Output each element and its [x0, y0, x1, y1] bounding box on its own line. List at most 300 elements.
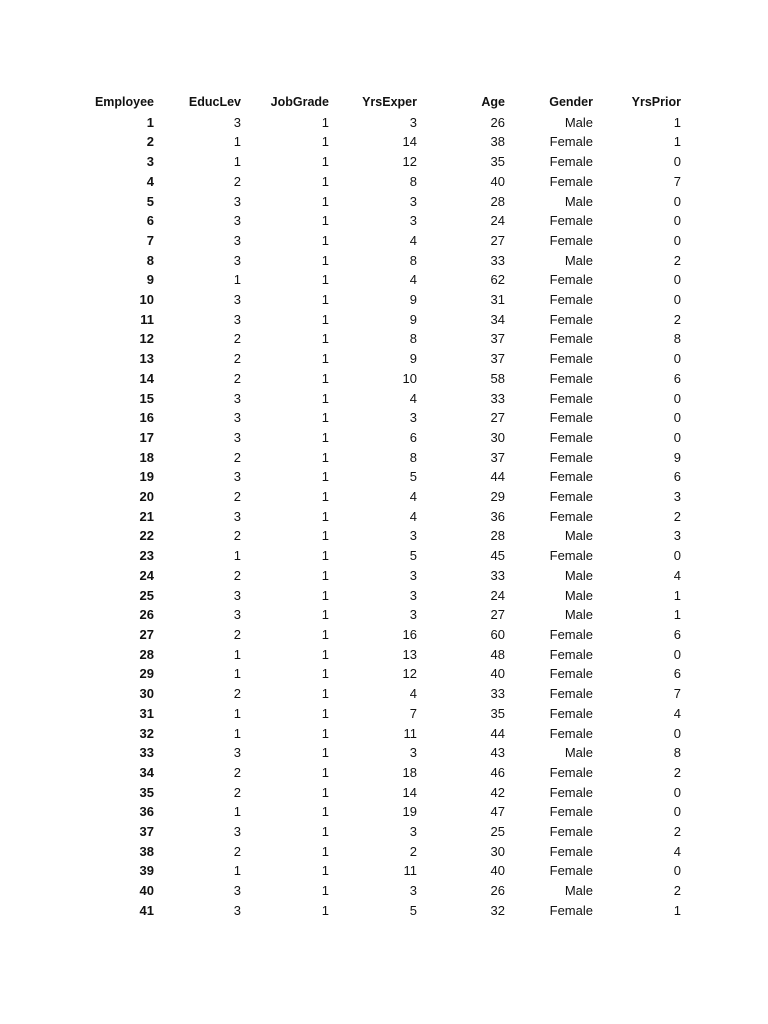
cell-educlev: 3	[233, 902, 241, 918]
cell-jobgrade: 1	[321, 902, 329, 918]
cell-employee: 26	[139, 607, 154, 623]
cell-educlev: 2	[233, 843, 241, 859]
table-row	[88, 467, 683, 487]
cell-yrsprior: 0	[673, 272, 681, 288]
cell-gender: Female	[549, 469, 593, 485]
cell-employee: 8	[146, 252, 154, 268]
cell-yrsexper: 12	[402, 154, 417, 170]
cell-yrsprior: 3	[673, 489, 681, 505]
cell-gender: Male	[564, 587, 593, 603]
cell-jobgrade: 1	[321, 843, 329, 859]
cell-age: 60	[490, 626, 505, 642]
cell-gender: Female	[549, 548, 593, 564]
cell-gender: Male	[564, 745, 593, 761]
cell-yrsprior: 2	[673, 883, 681, 899]
cell-yrsprior: 2	[673, 508, 681, 524]
cell-age: 24	[490, 213, 505, 229]
cell-employee: 40	[139, 883, 154, 899]
cell-yrsexper: 13	[402, 646, 417, 662]
cell-yrsprior: 9	[673, 449, 681, 465]
cell-employee: 17	[139, 429, 154, 445]
cell-yrsprior: 0	[673, 193, 681, 209]
cell-educlev: 3	[233, 311, 241, 327]
table-row	[88, 743, 683, 763]
table-row	[88, 566, 683, 586]
cell-yrsexper: 4	[409, 686, 417, 702]
cell-yrsprior: 4	[673, 705, 681, 721]
cell-age: 40	[490, 666, 505, 682]
cell-age: 26	[490, 883, 505, 899]
cell-gender: Female	[549, 508, 593, 524]
cell-employee: 15	[139, 390, 154, 406]
cell-employee: 35	[139, 784, 154, 800]
cell-jobgrade: 1	[321, 626, 329, 642]
cell-age: 34	[490, 311, 505, 327]
cell-jobgrade: 1	[321, 232, 329, 248]
cell-employee: 39	[139, 863, 154, 879]
cell-educlev: 3	[233, 469, 241, 485]
cell-yrsexper: 19	[402, 804, 417, 820]
cell-educlev: 1	[233, 154, 241, 170]
cell-educlev: 1	[233, 705, 241, 721]
cell-gender: Female	[549, 764, 593, 780]
cell-age: 44	[490, 469, 505, 485]
cell-educlev: 3	[233, 607, 241, 623]
cell-employee: 14	[139, 370, 154, 386]
table-row	[88, 724, 683, 744]
cell-jobgrade: 1	[321, 705, 329, 721]
cell-yrsprior: 1	[673, 902, 681, 918]
cell-gender: Female	[549, 410, 593, 426]
cell-jobgrade: 1	[321, 804, 329, 820]
cell-jobgrade: 1	[321, 331, 329, 347]
cell-yrsexper: 5	[409, 902, 417, 918]
cell-educlev: 3	[233, 587, 241, 603]
cell-age: 38	[490, 134, 505, 150]
cell-employee: 13	[139, 351, 154, 367]
cell-yrsexper: 3	[409, 528, 417, 544]
cell-jobgrade: 1	[321, 548, 329, 564]
cell-jobgrade: 1	[321, 745, 329, 761]
cell-employee: 32	[139, 725, 154, 741]
cell-educlev: 3	[233, 232, 241, 248]
cell-gender: Female	[549, 824, 593, 840]
cell-jobgrade: 1	[321, 489, 329, 505]
cell-yrsexper: 9	[409, 292, 417, 308]
table-row	[88, 349, 683, 369]
cell-employee: 11	[140, 311, 154, 327]
cell-yrsexper: 3	[409, 745, 417, 761]
table-row	[88, 546, 683, 566]
cell-gender: Female	[549, 154, 593, 170]
cell-employee: 6	[146, 213, 154, 229]
table-row	[88, 231, 683, 251]
table-row	[88, 152, 683, 172]
cell-gender: Male	[564, 883, 593, 899]
cell-employee: 38	[139, 843, 154, 859]
cell-gender: Female	[549, 843, 593, 859]
cell-educlev: 2	[233, 567, 241, 583]
employee-data-table	[88, 93, 683, 921]
table-row	[88, 310, 683, 330]
cell-educlev: 3	[233, 429, 241, 445]
cell-age: 37	[490, 351, 505, 367]
cell-jobgrade: 1	[321, 784, 329, 800]
table-row	[88, 487, 683, 507]
cell-yrsprior: 2	[673, 764, 681, 780]
cell-educlev: 3	[233, 213, 241, 229]
table-row	[88, 605, 683, 625]
cell-yrsprior: 0	[673, 429, 681, 445]
cell-gender: Female	[549, 331, 593, 347]
cell-yrsexper: 12	[402, 666, 417, 682]
cell-jobgrade: 1	[321, 213, 329, 229]
cell-age: 33	[490, 686, 505, 702]
cell-yrsprior: 0	[673, 292, 681, 308]
cell-yrsexper: 11	[403, 863, 417, 879]
cell-employee: 37	[139, 824, 154, 840]
cell-employee: 34	[139, 764, 154, 780]
cell-jobgrade: 1	[321, 272, 329, 288]
cell-yrsexper: 7	[409, 705, 417, 721]
cell-age: 46	[490, 764, 505, 780]
cell-age: 35	[490, 705, 505, 721]
cell-gender: Female	[549, 390, 593, 406]
cell-jobgrade: 1	[321, 390, 329, 406]
header-gender: Gender	[549, 95, 593, 109]
cell-jobgrade: 1	[321, 607, 329, 623]
cell-employee: 10	[139, 292, 154, 308]
table-row	[88, 861, 683, 881]
cell-gender: Female	[549, 489, 593, 505]
cell-educlev: 2	[233, 784, 241, 800]
cell-employee: 18	[139, 449, 154, 465]
cell-yrsprior: 6	[673, 370, 681, 386]
cell-yrsexper: 3	[409, 607, 417, 623]
cell-yrsexper: 9	[409, 351, 417, 367]
table-row	[88, 389, 683, 409]
cell-yrsexper: 11	[403, 725, 417, 741]
cell-yrsprior: 7	[673, 173, 681, 189]
cell-yrsexper: 3	[409, 213, 417, 229]
table-body	[88, 113, 683, 921]
cell-gender: Female	[549, 666, 593, 682]
table-row	[88, 842, 683, 862]
cell-gender: Female	[549, 804, 593, 820]
cell-yrsexper: 5	[409, 469, 417, 485]
cell-employee: 9	[146, 272, 154, 288]
cell-yrsexper: 8	[409, 331, 417, 347]
cell-age: 33	[490, 252, 505, 268]
cell-gender: Male	[564, 114, 593, 130]
cell-age: 24	[490, 587, 505, 603]
table-row	[88, 172, 683, 192]
cell-yrsprior: 8	[673, 745, 681, 761]
cell-yrsprior: 2	[673, 311, 681, 327]
cell-yrsprior: 0	[673, 351, 681, 367]
cell-gender: Female	[549, 686, 593, 702]
cell-age: 45	[490, 548, 505, 564]
cell-gender: Female	[549, 213, 593, 229]
cell-educlev: 3	[233, 193, 241, 209]
cell-educlev: 1	[233, 548, 241, 564]
cell-jobgrade: 1	[321, 134, 329, 150]
cell-jobgrade: 1	[321, 686, 329, 702]
cell-jobgrade: 1	[321, 587, 329, 603]
cell-employee: 20	[139, 489, 154, 505]
cell-jobgrade: 1	[321, 292, 329, 308]
cell-gender: Female	[549, 626, 593, 642]
cell-yrsexper: 4	[409, 508, 417, 524]
cell-employee: 33	[139, 745, 154, 761]
cell-employee: 4	[146, 173, 154, 189]
cell-yrsprior: 0	[673, 804, 681, 820]
cell-gender: Female	[549, 134, 593, 150]
cell-employee: 16	[139, 410, 154, 426]
cell-educlev: 3	[233, 508, 241, 524]
cell-yrsprior: 2	[673, 824, 681, 840]
cell-educlev: 3	[233, 252, 241, 268]
cell-jobgrade: 1	[321, 449, 329, 465]
cell-educlev: 2	[233, 626, 241, 642]
cell-yrsprior: 0	[673, 232, 681, 248]
cell-jobgrade: 1	[321, 863, 329, 879]
cell-employee: 23	[139, 548, 154, 564]
cell-employee: 2	[146, 134, 154, 150]
cell-yrsexper: 8	[409, 449, 417, 465]
cell-yrsprior: 0	[673, 410, 681, 426]
cell-gender: Female	[549, 429, 593, 445]
table-row	[88, 507, 683, 527]
cell-yrsexper: 4	[409, 232, 417, 248]
table-row	[88, 192, 683, 212]
cell-age: 36	[490, 508, 505, 524]
cell-jobgrade: 1	[321, 311, 329, 327]
cell-gender: Female	[549, 292, 593, 308]
spreadsheet-page	[0, 93, 768, 921]
cell-jobgrade: 1	[321, 252, 329, 268]
cell-gender: Female	[549, 725, 593, 741]
table-row	[88, 881, 683, 901]
cell-gender: Female	[549, 705, 593, 721]
cell-yrsexper: 14	[402, 134, 417, 150]
table-row	[88, 822, 683, 842]
cell-gender: Female	[549, 370, 593, 386]
cell-age: 44	[490, 725, 505, 741]
cell-yrsprior: 3	[673, 528, 681, 544]
header-yrsprior: YrsPrior	[631, 95, 681, 109]
cell-yrsexper: 18	[402, 764, 417, 780]
cell-jobgrade: 1	[321, 114, 329, 130]
cell-age: 26	[490, 114, 505, 130]
cell-educlev: 3	[233, 292, 241, 308]
cell-yrsexper: 3	[409, 114, 417, 130]
cell-employee: 5	[146, 193, 154, 209]
cell-gender: Female	[549, 863, 593, 879]
header-educlev: EducLev	[188, 95, 241, 109]
cell-yrsexper: 8	[409, 252, 417, 268]
cell-age: 31	[490, 292, 505, 308]
cell-age: 28	[490, 528, 505, 544]
cell-employee: 1	[146, 114, 154, 130]
header-yrsexper: YrsExper	[362, 95, 417, 109]
header-jobgrade: JobGrade	[270, 95, 329, 109]
cell-jobgrade: 1	[321, 725, 329, 741]
cell-age: 40	[490, 863, 505, 879]
cell-gender: Female	[549, 173, 593, 189]
cell-yrsprior: 8	[673, 331, 681, 347]
cell-yrsexper: 14	[402, 784, 417, 800]
cell-educlev: 1	[233, 272, 241, 288]
cell-yrsexper: 10	[402, 370, 417, 386]
cell-employee: 21	[139, 508, 154, 524]
cell-age: 27	[490, 410, 505, 426]
cell-jobgrade: 1	[321, 883, 329, 899]
cell-age: 40	[490, 173, 505, 189]
cell-jobgrade: 1	[321, 567, 329, 583]
cell-educlev: 1	[233, 666, 241, 682]
cell-gender: Female	[549, 646, 593, 662]
cell-employee: 22	[139, 528, 154, 544]
cell-educlev: 3	[233, 410, 241, 426]
cell-gender: Female	[549, 232, 593, 248]
cell-employee: 25	[139, 587, 154, 603]
cell-jobgrade: 1	[321, 410, 329, 426]
cell-age: 58	[490, 370, 505, 386]
cell-yrsexper: 16	[402, 626, 417, 642]
cell-jobgrade: 1	[321, 370, 329, 386]
cell-yrsprior: 7	[673, 686, 681, 702]
cell-yrsexper: 9	[409, 311, 417, 327]
cell-educlev: 1	[233, 134, 241, 150]
cell-yrsexper: 4	[409, 489, 417, 505]
cell-age: 42	[490, 784, 505, 800]
cell-jobgrade: 1	[321, 764, 329, 780]
cell-age: 37	[490, 331, 505, 347]
cell-educlev: 2	[233, 449, 241, 465]
table-row	[88, 270, 683, 290]
cell-jobgrade: 1	[321, 528, 329, 544]
cell-employee: 19	[139, 469, 154, 485]
cell-yrsprior: 1	[673, 607, 681, 623]
cell-educlev: 3	[233, 745, 241, 761]
cell-yrsprior: 6	[673, 469, 681, 485]
header-row	[88, 93, 683, 113]
cell-employee: 29	[139, 666, 154, 682]
cell-yrsprior: 0	[673, 784, 681, 800]
header-employee: Employee	[94, 95, 154, 109]
cell-age: 27	[490, 607, 505, 623]
cell-jobgrade: 1	[321, 193, 329, 209]
table-row	[88, 251, 683, 271]
table-row	[88, 329, 683, 349]
cell-age: 25	[490, 824, 505, 840]
cell-age: 27	[490, 232, 505, 248]
cell-age: 33	[490, 390, 505, 406]
cell-yrsprior: 0	[673, 548, 681, 564]
cell-educlev: 2	[233, 173, 241, 189]
cell-yrsexper: 3	[409, 193, 417, 209]
cell-educlev: 3	[233, 883, 241, 899]
table-row	[88, 901, 683, 921]
cell-yrsprior: 1	[673, 587, 681, 603]
cell-yrsexper: 3	[409, 410, 417, 426]
cell-age: 28	[490, 193, 505, 209]
cell-educlev: 2	[233, 764, 241, 780]
cell-jobgrade: 1	[321, 469, 329, 485]
cell-educlev: 3	[233, 824, 241, 840]
cell-yrsprior: 6	[673, 666, 681, 682]
cell-yrsprior: 0	[673, 646, 681, 662]
cell-yrsprior: 0	[673, 213, 681, 229]
cell-yrsprior: 0	[673, 154, 681, 170]
cell-educlev: 1	[233, 646, 241, 662]
cell-yrsprior: 0	[673, 725, 681, 741]
cell-yrsexper: 3	[409, 587, 417, 603]
cell-employee: 3	[146, 154, 154, 170]
cell-age: 47	[490, 804, 505, 820]
cell-employee: 7	[146, 232, 154, 248]
cell-gender: Female	[549, 311, 593, 327]
table-row	[88, 526, 683, 546]
cell-employee: 28	[139, 646, 154, 662]
table-row	[88, 448, 683, 468]
table-row	[88, 211, 683, 231]
table-row	[88, 290, 683, 310]
cell-gender: Female	[549, 449, 593, 465]
cell-educlev: 2	[233, 351, 241, 367]
cell-educlev: 3	[233, 114, 241, 130]
cell-age: 35	[490, 154, 505, 170]
table-row	[88, 408, 683, 428]
cell-jobgrade: 1	[321, 154, 329, 170]
cell-educlev: 2	[233, 686, 241, 702]
table-row	[88, 369, 683, 389]
cell-age: 62	[490, 272, 505, 288]
table-row	[88, 132, 683, 152]
cell-employee: 31	[139, 705, 154, 721]
table-row	[88, 763, 683, 783]
cell-employee: 36	[139, 804, 154, 820]
cell-age: 43	[490, 745, 505, 761]
cell-educlev: 3	[233, 390, 241, 406]
table-row	[88, 802, 683, 822]
cell-educlev: 1	[233, 863, 241, 879]
table-row	[88, 113, 683, 133]
cell-jobgrade: 1	[321, 646, 329, 662]
cell-jobgrade: 1	[321, 173, 329, 189]
table-row	[88, 704, 683, 724]
cell-yrsprior: 6	[673, 626, 681, 642]
table-row	[88, 586, 683, 606]
cell-yrsexper: 4	[409, 272, 417, 288]
cell-age: 33	[490, 567, 505, 583]
cell-yrsexper: 4	[409, 390, 417, 406]
cell-yrsprior: 1	[673, 134, 681, 150]
cell-jobgrade: 1	[321, 824, 329, 840]
cell-gender: Male	[564, 607, 593, 623]
cell-jobgrade: 1	[321, 508, 329, 524]
cell-employee: 27	[139, 626, 154, 642]
cell-gender: Female	[549, 902, 593, 918]
cell-employee: 41	[139, 902, 154, 918]
cell-gender: Male	[564, 252, 593, 268]
cell-yrsprior: 4	[673, 567, 681, 583]
cell-gender: Male	[564, 567, 593, 583]
cell-yrsexper: 5	[409, 548, 417, 564]
cell-gender: Female	[549, 784, 593, 800]
cell-educlev: 2	[233, 331, 241, 347]
